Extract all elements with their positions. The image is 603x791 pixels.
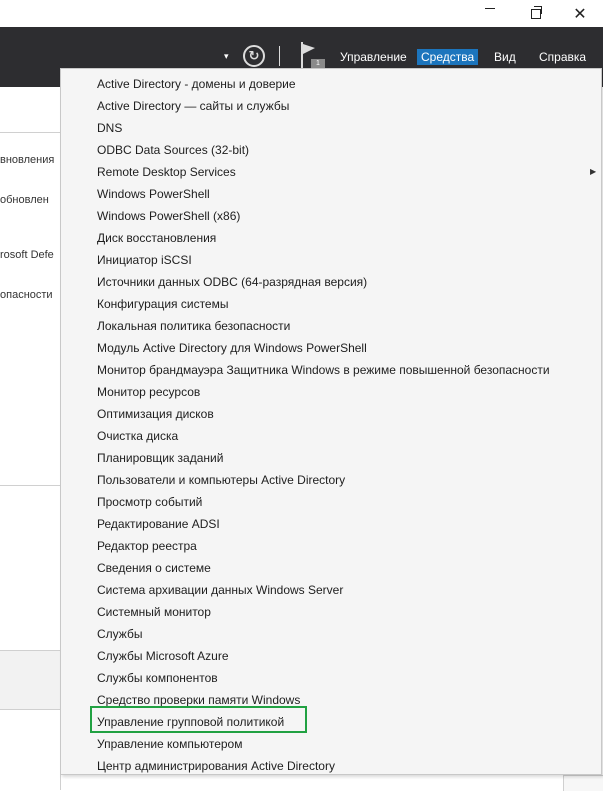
tools-menu-item[interactable]: [61, 249, 601, 271]
tools-menu-item-label: Управление компьютером: [97, 737, 243, 751]
left-pane-item[interactable]: вновления: [0, 154, 55, 166]
tools-menu-item[interactable]: [61, 425, 601, 447]
group-policy-highlight-box: [90, 706, 307, 733]
tools-menu-item-label: Диск восстановления: [97, 231, 217, 245]
tools-menu-item-label: Источники данных ODBC (64-разрядная версия): [97, 275, 368, 289]
tools-menu-item-label: ODBC Data Sources (32-bit): [97, 143, 250, 157]
submenu-arrow-icon: ▶: [590, 167, 597, 176]
window-title-bar: [0, 0, 603, 27]
tools-menu-item-label: Active Directory - домены и доверие: [97, 77, 296, 91]
tools-menu-item[interactable]: [61, 227, 601, 249]
tools-menu-item[interactable]: [61, 337, 601, 359]
minimize-button[interactable]: [470, 0, 510, 27]
header-separator: [279, 46, 280, 66]
tools-menu-item[interactable]: [61, 183, 601, 205]
tools-menu-item-label: Просмотр событий: [97, 495, 203, 509]
flag-cloth: [303, 44, 315, 54]
tools-menu-item[interactable]: [61, 645, 601, 667]
tools-menu-item[interactable]: [61, 95, 601, 117]
left-pane-footer: [0, 650, 60, 710]
tools-menu-item-label: Модуль Active Directory для Windows PowerShell: [97, 341, 367, 355]
tools-menu-item-label: Системный монитор: [97, 605, 211, 619]
tools-menu-item[interactable]: [61, 205, 601, 227]
tools-menu-item[interactable]: [61, 513, 601, 535]
tools-menu-item-label: Монитор ресурсов: [97, 385, 201, 399]
divider: [0, 132, 60, 133]
tools-menu-item-label: Remote Desktop Services: [97, 165, 236, 179]
tools-menu-item-label: Конфигурация системы: [97, 297, 229, 311]
tools-menu-item-label: Планировщик заданий: [97, 451, 224, 465]
tools-menu-item-label: DNS: [97, 121, 123, 135]
tools-menu-item-label: Инициатор iSCSI: [97, 253, 192, 267]
minimize-icon: [485, 8, 495, 9]
tools-menu-item[interactable]: [61, 117, 601, 139]
tools-menu-item-label: Редактирование ADSI: [97, 517, 220, 531]
flag-pole: [301, 42, 303, 70]
tools-menu-item-label: Центр администрирования Active Directory: [97, 759, 335, 773]
scrollbar-corner: [563, 775, 603, 791]
menu-manage[interactable]: Управление: [340, 50, 407, 64]
tools-menu-item-label: Оптимизация дисков: [97, 407, 214, 421]
tools-menu-item[interactable]: [61, 733, 601, 755]
tools-menu-item-label: Active Directory — сайты и службы: [97, 99, 290, 113]
tools-menu-item[interactable]: [61, 667, 601, 689]
divider: [0, 485, 60, 486]
tools-menu-item[interactable]: [61, 139, 601, 161]
tools-menu-item-label: Локальная политика безопасности: [97, 319, 291, 333]
tools-menu-item[interactable]: [61, 381, 601, 403]
restore-button[interactable]: [516, 0, 556, 27]
tools-menu-item[interactable]: [61, 271, 601, 293]
tools-menu-item[interactable]: [61, 491, 601, 513]
tools-menu-item-label: Система архивации данных Windows Server: [97, 583, 344, 597]
tools-menu-item[interactable]: [61, 315, 601, 337]
restore-icon: [531, 9, 541, 19]
tools-dropdown-menu: [60, 68, 602, 775]
tools-menu-item[interactable]: [61, 359, 601, 381]
notifications-flag-icon[interactable]: [299, 42, 325, 70]
tools-menu-item[interactable]: [61, 469, 601, 491]
tools-menu-item[interactable]: [61, 293, 601, 315]
tools-menu-item[interactable]: [61, 403, 601, 425]
tools-menu-item[interactable]: [61, 623, 601, 645]
tools-menu-item-label: Службы компонентов: [97, 671, 218, 685]
dashboard-left-pane: [0, 87, 61, 790]
chevron-down-icon[interactable]: ▾: [224, 51, 229, 61]
menu-help[interactable]: Справка: [539, 50, 587, 64]
close-icon: ✕: [573, 5, 587, 23]
tools-menu-item[interactable]: [61, 601, 601, 623]
menu-view[interactable]: Вид: [494, 50, 516, 64]
close-button[interactable]: [560, 0, 600, 27]
notification-count-badge: 1: [311, 59, 325, 69]
tools-menu-item-label: Редактор реестра: [97, 539, 197, 553]
menu-tools[interactable]: Средства: [417, 49, 478, 65]
left-pane-item[interactable]: rosoft Defe: [0, 249, 54, 261]
tools-menu-item-label: Средство проверки памяти Windows: [97, 693, 301, 707]
tools-menu-item[interactable]: [61, 447, 601, 469]
refresh-glyph: ↻: [248, 48, 260, 63]
tools-menu-item[interactable]: [61, 161, 601, 183]
tools-menu-item-label: Пользователи и компьютеры Active Directory: [97, 473, 346, 487]
tools-menu-item-label: Службы Microsoft Azure: [97, 649, 229, 663]
tools-menu-item[interactable]: [61, 755, 601, 777]
tools-menu-item-label: Сведения о системе: [97, 561, 211, 575]
tools-menu-item-label: Windows PowerShell: [97, 187, 210, 201]
left-pane-item[interactable]: обновлен: [0, 194, 49, 206]
tools-menu-item-label: Монитор брандмауэра Защитника Windows в режиме повышенной безопасности: [97, 363, 550, 377]
tools-menu-item-label: Службы: [97, 627, 143, 641]
tools-menu-item-label: Очистка диска: [97, 429, 179, 443]
left-pane-item[interactable]: опасности: [0, 289, 53, 301]
tools-menu-item[interactable]: [61, 73, 601, 95]
tools-menu-item[interactable]: [61, 579, 601, 601]
tools-menu-item[interactable]: [61, 535, 601, 557]
refresh-icon[interactable]: [243, 45, 265, 67]
tools-menu-item-label: Windows PowerShell (x86): [97, 209, 241, 223]
tools-menu-item[interactable]: [61, 557, 601, 579]
tools-menu-item-label: Управление групповой политикой: [97, 715, 285, 729]
